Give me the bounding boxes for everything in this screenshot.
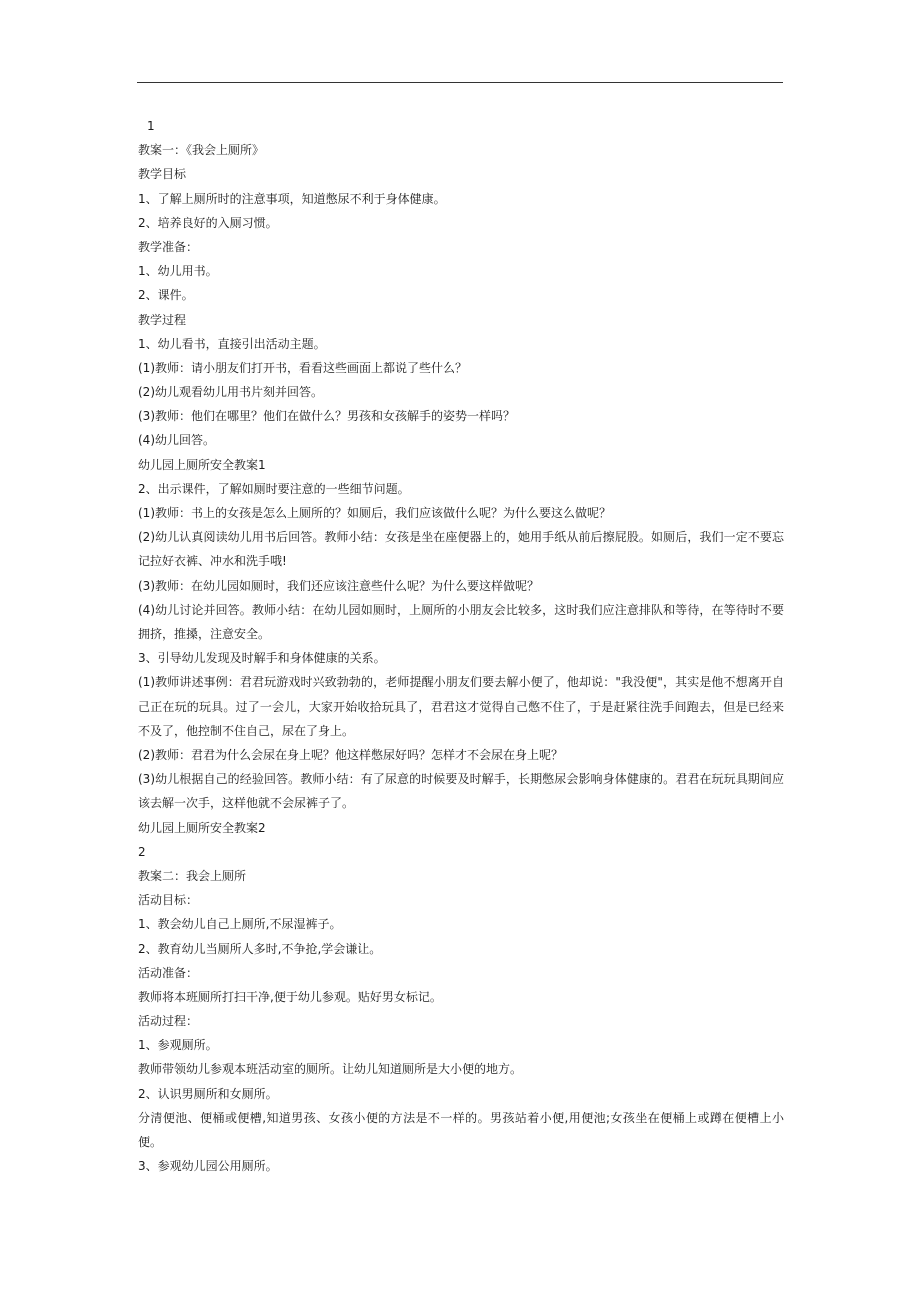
text-paragraph: (3)幼儿根据自己的经验回答。教师小结：有了尿意的时候要及时解手，长期憋尿会影响身体健康的。君君在玩玩具期间应该去解一次手，这样他就不会尿裤子了。 [138,772,784,811]
text-line: (1)教师：书上的女孩是怎么上厕所的？如厕后，我们应该做什么呢？为什么要这么做呢？ [138,506,612,520]
text-line: 1、了解上厕所时的注意事项，知道憋尿不利于身体健康。 [138,191,446,206]
document-body [138,114,784,1178]
text-paragraph: (2)幼儿认真阅读幼儿用书后回答。教师小结：女孩是坐在座便器上的，她用手纸从前后擦屁股。如厕后，我们一定不要忘记拉好衣裤、冲水和洗手哦! [138,530,784,569]
text-line: 2、课件。 [138,288,194,303]
text-line: (1)教师：请小朋友们打开书，看看这些画面上都说了些什么？ [138,360,468,375]
text-paragraph: (4)幼儿讨论并回答。教师小结：在幼儿园如厕时，上厕所的小朋友会比较多，这时我们应注意排队和等待，在等待时不要拥挤，推搡，注意安全。 [138,602,784,641]
text-line: (2)教师：君君为什么会尿在身上呢？他这样憋尿好吗？怎样才不会尿在身上呢？ [138,747,564,762]
text-line: 2、教育幼儿当厕所人多时,不争抢,学会谦让。 [138,941,382,956]
text-paragraph: (1)教师讲述事例：君君玩游戏时兴致勃勃的，老师提醒小朋友们要去解小便了，他却说："我没便"，其实是他不想离开自己正在玩的玩具。过了一会儿，大家开始收拾玩具了，君君这才觉得自己憋不住了，于是赶紧往洗手间跑去，但是已经来不及了，他控制不住自己，尿在了身上。 [138,675,784,738]
lesson-one-title: 教案一：《我会上厕所》 [138,143,265,158]
section-heading: 活动目标： [138,893,199,908]
text-line: (3)教师：在幼儿园如厕时，我们还应该注意些什么呢？为什么要这样做呢？ [138,578,540,593]
section-heading: 教学过程 [138,312,187,327]
text-paragraph: 分清便池、便桶或便槽,知道男孩、女孩小便的方法是不一样的。男孩站着小便,用便池;女孩坐在便桶上或蹲在便槽上小便。 [138,1110,784,1150]
text-line: (2)幼儿观看幼儿用书片刻并回答。 [138,385,323,400]
text-line: 1、幼儿看书，直接引出活动主题。 [138,336,326,351]
section-heading: 活动准备： [138,965,199,980]
header-rule [137,82,783,83]
section-heading: 幼儿园上厕所安全教案1 [138,457,266,472]
text-line: 2、出示课件，了解如厕时要注意的一些细节问题。 [138,481,410,496]
text-line: (4)幼儿回答。 [138,433,215,448]
text-line: (3)教师：他们在哪里？他们在做什么？男孩和女孩解手的姿势一样吗？ [138,409,516,424]
page-number-1: 1 [147,119,155,133]
text-line: 1、幼儿用书。 [138,264,218,279]
text-line: 3、参观幼儿园公用厕所。 [138,1159,278,1174]
section-heading: 幼儿园上厕所安全教案2 [138,820,266,835]
text-line: 教师带领幼儿参观本班活动室的厕所。让幼儿知道厕所是大小便的地方。 [138,1062,523,1077]
text-line: 1、参观厕所。 [138,1038,218,1053]
text-line: 1、教会幼儿自己上厕所,不尿湿裤子。 [138,917,342,932]
text-line: 教师将本班厕所打扫干净,便于幼儿参观。贴好男女标记。 [138,989,442,1004]
section-heading: 活动过程： [138,1014,199,1029]
text-line: 2、培养良好的入厕习惯。 [138,215,278,230]
page-number-2: 2 [138,844,146,859]
section-heading: 教学准备： [138,239,199,254]
text-line: 2、认识男厕所和女厕所。 [138,1086,278,1101]
section-heading: 教学目标 [138,167,187,182]
lesson-two-title: 教案二：我会上厕所 [138,868,247,883]
text-line: 3、引导幼儿发现及时解手和身体健康的关系。 [138,651,386,666]
